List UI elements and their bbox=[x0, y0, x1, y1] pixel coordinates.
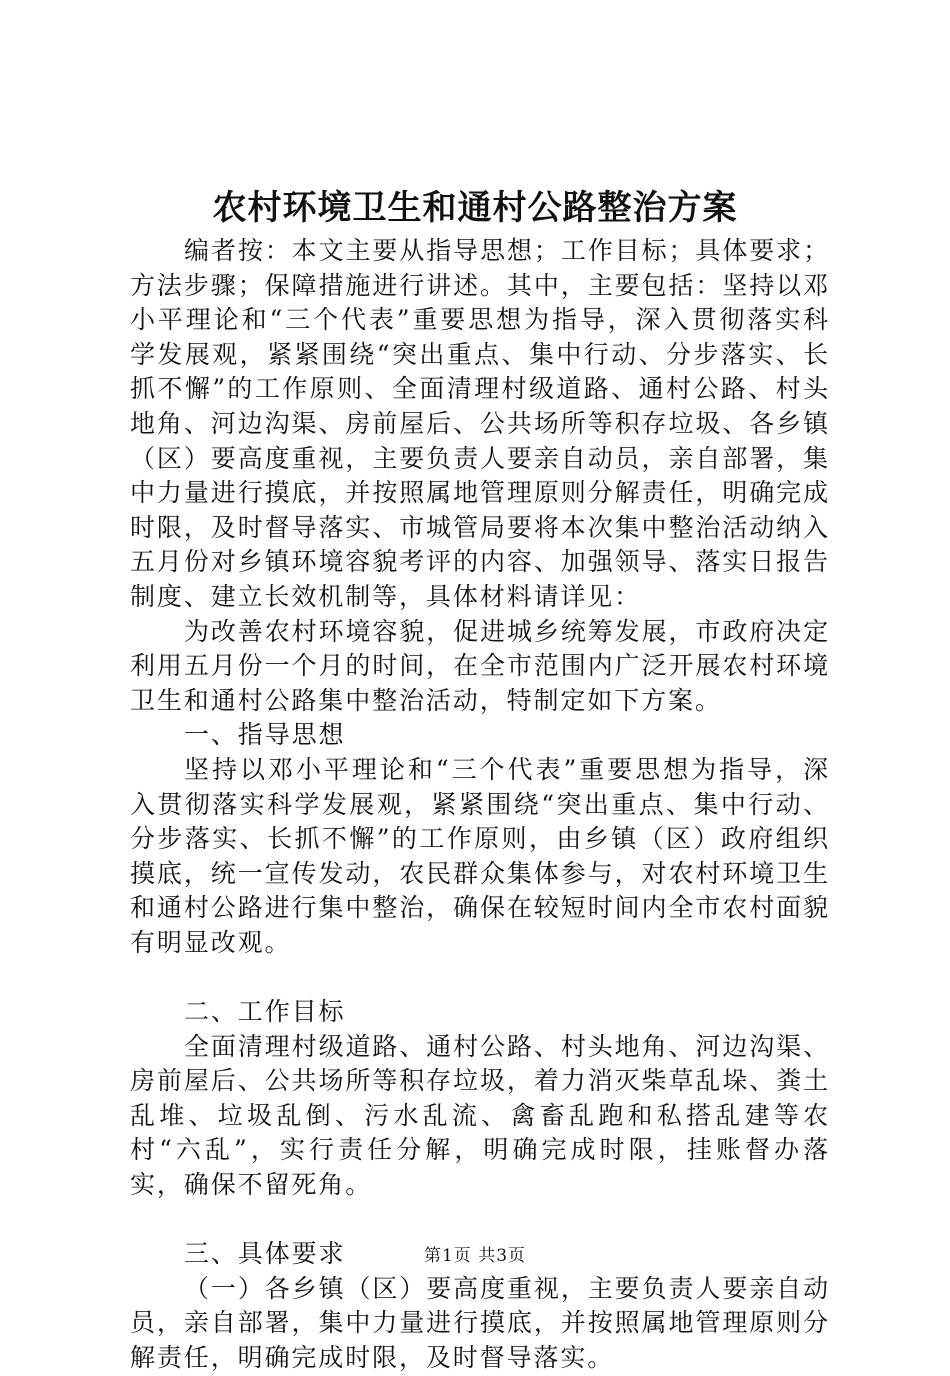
section-heading-work-goals: 二、工作目标 bbox=[184, 997, 346, 1027]
intro-paragraph: 编者按：本文主要从指导思想；工作目标；具体要求；方法步骤；保障措施进行讲述。其中，主要包括：坚持以邓小平理论和“三个代表”重要思想为指导，深入贯彻落实科学发展观，紧紧围绕“突出重点、集中行动、分步落实、长抓不懈”的工作原则、全面清理村级道路、通村公路、村头地角、河边沟渠、房前屋后、公共场所等积存垃圾、各乡镇（区）要高度重视，主要负责人要亲自动员，亲自部署，集中力量进行摸底，并按照属地管理原则分解责任，明确完成时限，及时督导落实、市城管局要将本次集中整治活动纳入五月份对乡镇环境容貌考评的内容、加强领导、落实日报告制度、建立长效机制等，具体材料请详见： bbox=[130, 236, 830, 611]
section-body-specific-requirements-item-1: （一）各乡镇（区）要高度重视，主要负责人要亲自动员，亲自部署，集中力量进行摸底，并按照属地管理原则分解责任，明确完成时限，及时督导落实。 bbox=[130, 1273, 830, 1372]
paragraph-gap bbox=[130, 960, 830, 995]
section-body-work-goals: 全面清理村级道路、通村公路、村头地角、河边沟渠、房前屋后、公共场所等积存垃圾，着力消灭柴草乱垛、粪土乱堆、垃圾乱倒、污水乱流、禽畜乱跑和私搭乱建等农村“六乱”，实行责任分解，明确完成时限，挂账督办落实，确保不留死角。 bbox=[130, 1031, 830, 1200]
section-body-guiding-ideology: 坚持以邓小平理论和“三个代表”重要思想为指导，深入贯彻落实科学发展观，紧紧围绕“突出重点、集中行动、分步落实、长抓不懈”的工作原则，由乡镇（区）政府组织摸底，统一宣传发动，农民群众集体参与，对农村环境卫生和通村公路进行集中整治，确保在较短时间内全市农村面貌有明显改观。 bbox=[130, 754, 830, 957]
section-heading-specific-requirements: 三、具体要求 bbox=[184, 1239, 346, 1269]
document-title: 农村环境卫生和通村公路整治方案 bbox=[212, 188, 738, 228]
section-heading-guiding-ideology: 一、指导思想 bbox=[184, 720, 346, 750]
preface-paragraph: 为改善农村环境容貌，促进城乡统筹发展，市政府决定利用五月份一个月的时间，在全市范围内广泛开展农村环境卫生和通村公路集中整治活动，特制定如下方案。 bbox=[130, 616, 830, 715]
paragraph-gap bbox=[130, 1203, 830, 1238]
page-footer: 第1页 共3页 bbox=[423, 1246, 527, 1266]
document-body bbox=[130, 234, 830, 1376]
